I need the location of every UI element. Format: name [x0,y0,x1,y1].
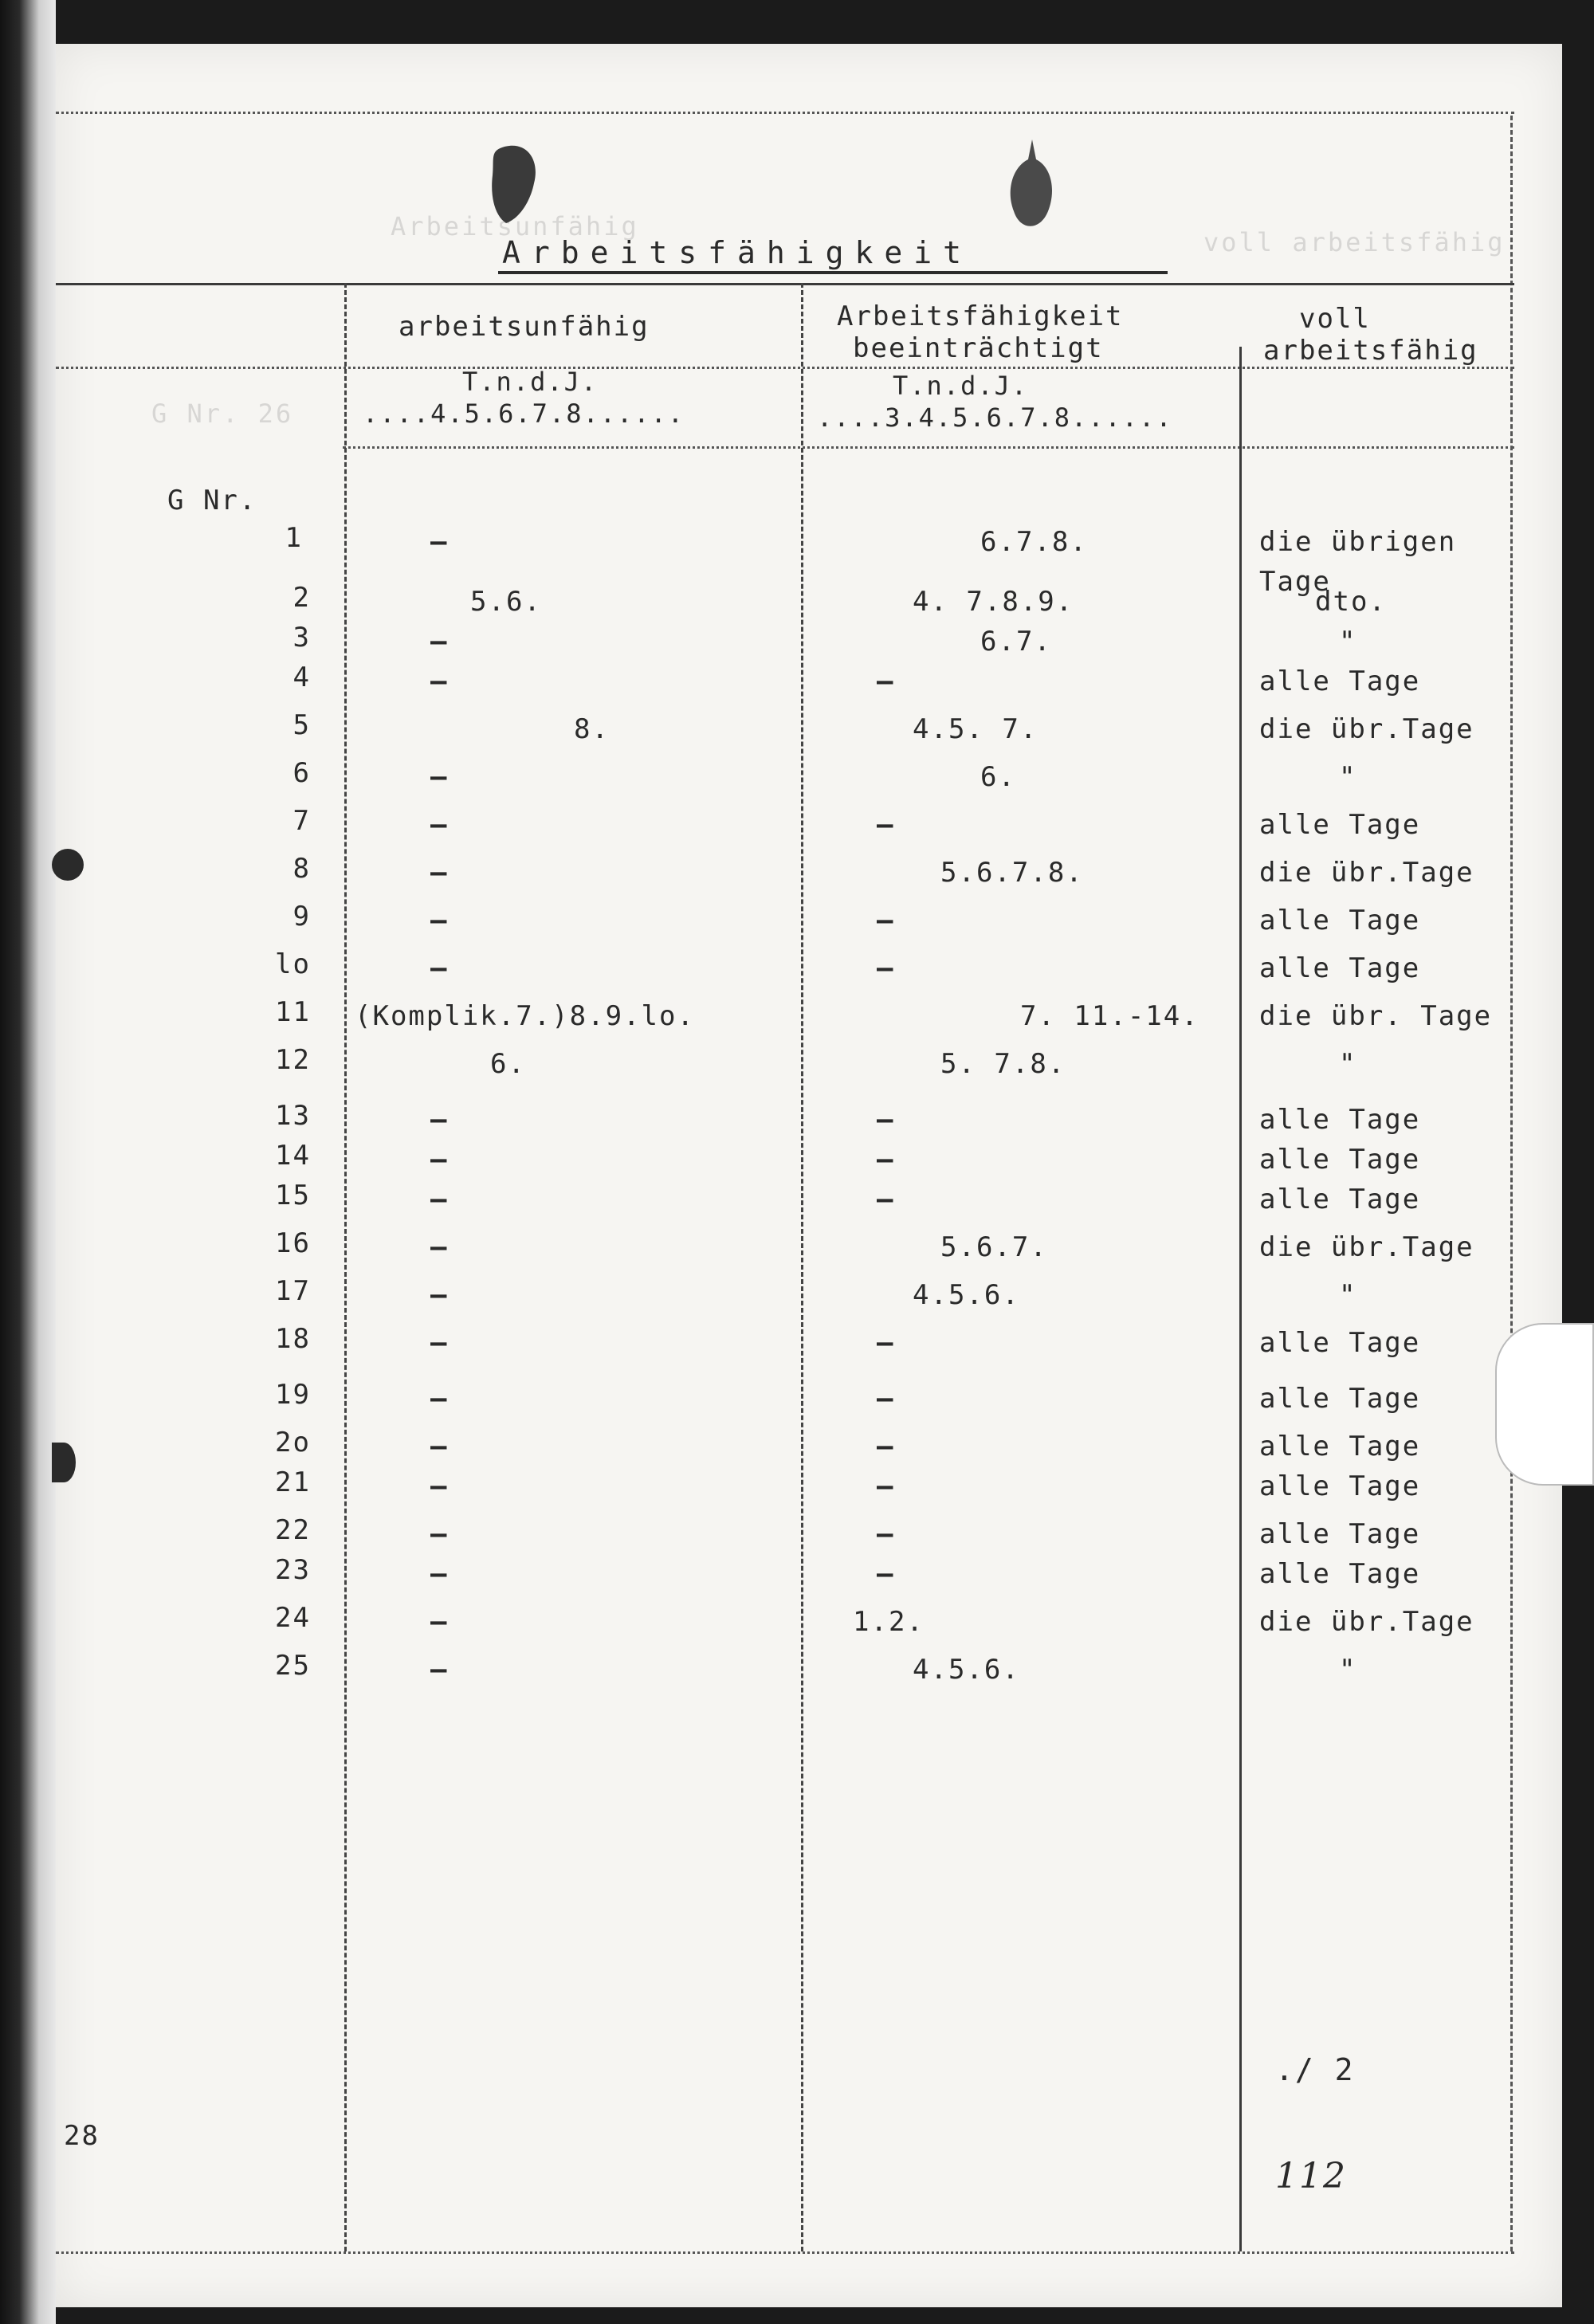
row-number: 24 [275,1602,311,1634]
c2-value: 5. 7.8. [940,1048,1066,1080]
c3-value: alle Tage [1259,1431,1421,1462]
page-ref: 28 [64,2120,100,2152]
c2-dash: — [877,1518,895,1550]
c2-dash: — [877,1431,895,1462]
punch-hole [52,1443,76,1482]
col-divider-3 [1239,347,1242,2251]
c2-value: 1.2. [853,1606,925,1638]
c3-value: die übr.Tage [1259,1231,1474,1263]
c1-dash: — [430,1518,449,1550]
row-number: 13 [275,1100,311,1132]
c2-value: 4.5.6. [913,1279,1020,1311]
c1-value: 5.6. [470,586,542,618]
c3-value: alle Tage [1259,1184,1421,1215]
c2-dash: — [877,665,895,697]
c3-value: alle Tage [1259,809,1421,841]
col-header-arbeitsunfaehig: arbeitsunfähig [398,311,650,343]
c1-value: (Komplik.7.)8.9.lo. [355,1000,695,1032]
row-number: 22 [275,1514,311,1546]
c3-value: alle Tage [1259,952,1421,984]
c3-value: Tage [1259,566,1331,598]
page-title: Arbeitsfähigkeit [502,235,973,270]
c2-dash: — [877,1383,895,1415]
c1-dash: — [430,857,449,889]
row-number: 16 [275,1227,311,1259]
row-number: 17 [275,1275,311,1307]
row-number: 25 [275,1650,311,1682]
c2-dash: — [877,1184,895,1215]
c2-dash: — [877,1470,895,1502]
row-number: 18 [275,1323,311,1355]
header-bottom-rule [343,446,1514,451]
c2-dash: — [877,1327,895,1359]
punch-hole [52,849,84,881]
row-number: 15 [275,1180,311,1211]
c2-dash: — [877,952,895,984]
folio-number: 112 [1275,2156,1347,2196]
subheader-col1-b: ....4.5.6.7.8...... [363,398,685,429]
subheader-col2-b: ....3.4.5.6.7.8...... [817,402,1173,433]
c1-dash: — [430,1144,449,1176]
c3-value: " [1339,1654,1357,1686]
row-prefix: G Nr. [167,485,257,516]
row-number: 3 [292,622,311,654]
col-divider-2 [801,283,803,2251]
c1-dash: — [430,1654,449,1686]
c2-dash: — [877,1558,895,1590]
seal-right-icon [1004,135,1060,239]
c2-dash: — [877,1104,895,1136]
col-header-voll-2: arbeitsfähig [1263,335,1478,367]
row-number: 5 [292,709,311,741]
row-number: 9 [292,901,311,932]
col-header-beeintraechtigt-1: Arbeitsfähigkeit [837,300,1124,332]
c2-dash: — [877,905,895,936]
col-header-beeintraechtigt-2: beeinträchtigt [853,332,1104,364]
c1-dash: — [430,526,449,558]
c2-value: 7. 11.-14. [1020,1000,1199,1032]
c1-value: 8. [574,713,610,745]
title-underline [498,271,1168,274]
c2-value: 6.7. [980,626,1052,658]
c3-value: alle Tage [1259,1383,1421,1415]
c1-dash: — [430,1279,449,1311]
c1-dash: — [430,1606,449,1638]
fraction-note: ./ 2 [1275,2052,1355,2087]
c1-dash: — [430,1383,449,1415]
row-number: 8 [292,853,311,885]
c3-value: alle Tage [1259,1144,1421,1176]
c1-dash: — [430,665,449,697]
c3-value: die übrigen [1259,526,1457,558]
c1-dash: — [430,1327,449,1359]
bottom-border [56,2251,1514,2256]
c1-dash: — [430,809,449,841]
subheader-col2-a: T.n.d.J. [893,371,1029,401]
row-number: 11 [275,996,311,1028]
c1-dash: — [430,1470,449,1502]
subheader-col1-a: T.n.d.J. [462,367,599,397]
c3-value: alle Tage [1259,1558,1421,1590]
c1-dash: — [430,626,449,658]
c3-value: " [1339,1279,1357,1311]
col-header-voll-1: voll [1299,303,1371,335]
c3-value: alle Tage [1259,1518,1421,1550]
c2-dash: — [877,1144,895,1176]
c3-value: " [1339,761,1357,793]
c1-dash: — [430,1558,449,1590]
c2-value: 6.7.8. [980,526,1088,558]
row-number: 7 [292,805,311,837]
row-number: 2 [292,582,311,614]
row-number: 12 [275,1044,311,1076]
row-number: 6 [292,757,311,789]
row-number: 21 [275,1466,311,1498]
c3-value: die übr.Tage [1259,857,1474,889]
bleed-through-text: G Nr. 26 [151,398,294,429]
c1-dash: — [430,905,449,936]
c3-value: alle Tage [1259,665,1421,697]
c2-value: 5.6.7. [940,1231,1048,1263]
c2-value: 4.5. 7. [913,713,1038,745]
c2-value: 4.5.6. [913,1654,1020,1686]
c2-value: 5.6.7.8. [940,857,1084,889]
row-number: lo [275,948,311,980]
header-top-rule [56,283,1514,285]
c3-value: alle Tage [1259,1104,1421,1136]
c1-dash: — [430,952,449,984]
c3-value: die übr.Tage [1259,1606,1474,1638]
c2-value: 4. 7.8.9. [913,586,1074,618]
c1-dash: — [430,1184,449,1215]
row-number: 14 [275,1140,311,1172]
c2-dash: — [877,809,895,841]
top-border [56,112,1514,116]
c1-value: 6. [490,1048,526,1080]
row-number: 23 [275,1554,311,1586]
row-number: 1 [285,522,303,554]
c3-value: die übr.Tage [1259,713,1474,745]
c3-value: alle Tage [1259,1327,1421,1359]
c1-dash: — [430,1104,449,1136]
header-mid-rule [56,367,1514,371]
document-page [56,44,1562,2307]
row-number: 2o [275,1427,311,1458]
c1-dash: — [430,761,449,793]
book-binding [0,0,56,2324]
c2-value: 6. [980,761,1016,793]
c3-value: dto. [1315,586,1387,618]
row-number: 4 [292,661,311,693]
c3-value: " [1339,1048,1357,1080]
c3-value: die übr. Tage [1259,1000,1493,1032]
c3-value: alle Tage [1259,905,1421,936]
row-number: 19 [275,1379,311,1411]
c3-value: " [1339,626,1357,658]
bleed-through-text: Arbeitsunfähig [391,211,639,241]
table-frame [56,44,1562,2307]
c1-dash: — [430,1431,449,1462]
c3-value: alle Tage [1259,1470,1421,1502]
right-border [1510,116,1513,2251]
bleed-through-text: voll arbeitsfähig [1203,227,1506,257]
c1-dash: — [430,1231,449,1263]
col-divider-1 [344,283,347,2251]
page-tab [1495,1323,1594,1486]
